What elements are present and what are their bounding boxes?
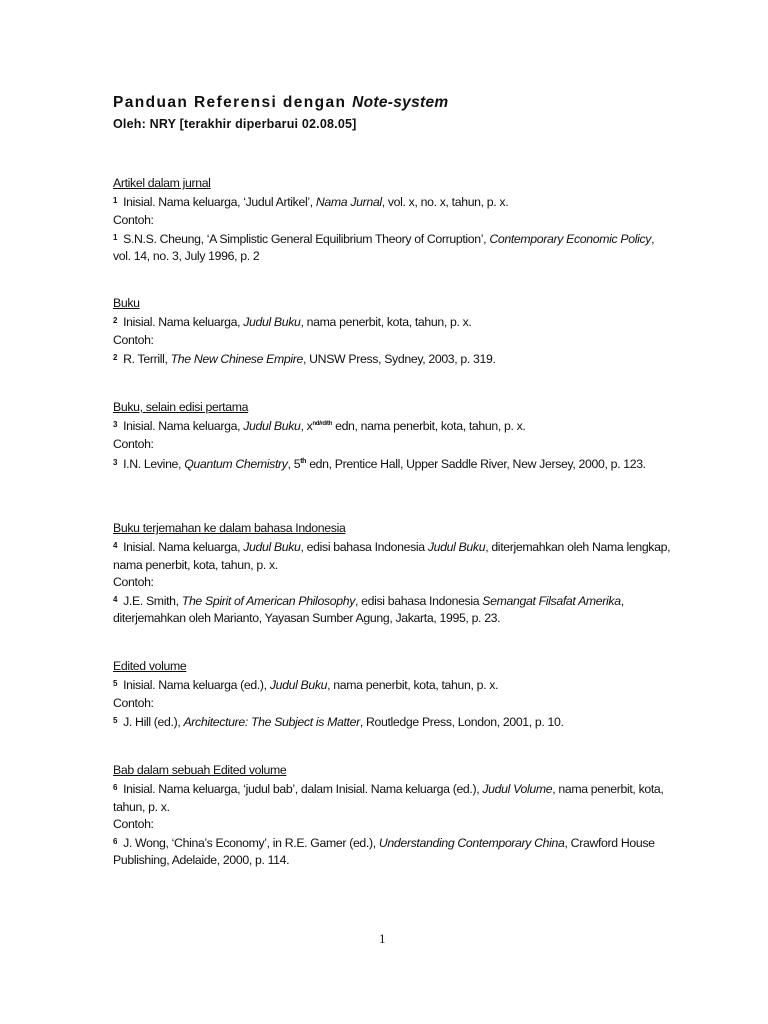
section-heading: Buku terjemahan ke dalam bahasa Indonesia — [113, 521, 346, 535]
section-buku-selain-edisi-pertama — [113, 399, 673, 473]
example-line: $^3$ I.N. Levine, Quantum Chemistry, 5th edn, Prentice Hall, Upper Saddle River, New Jersey, 2000, p. 123. — [113, 456, 646, 471]
footnote-number: 1 — [113, 232, 118, 242]
example-line: $^5$ J. Hill (ed.), Architecture: The Subject is Matter, Routledge Press, London, 2001, p. 10. — [113, 714, 564, 729]
contoh-label: Contoh: — [113, 695, 154, 710]
page-number: 1 — [379, 931, 386, 946]
section-bab-dalam-edited-volume — [113, 762, 673, 870]
format-line: $^3$ Inisial. Nama keluarga, Judul Buku, $x^{nd/rd/th}$ edn, nama penerbit, kota, tahun, p. x. — [113, 419, 526, 434]
footnote-number: 5 — [113, 715, 118, 725]
footnote-number: 6 — [113, 783, 118, 793]
footnote-number: 1 — [113, 196, 118, 206]
footnote-number: 3 — [113, 420, 118, 430]
title-text: Panduan Referensi dengan — [113, 94, 353, 111]
section-artikel-dalam-jurnal — [113, 175, 673, 265]
footnote-number: 3 — [113, 457, 118, 467]
section-heading: Edited volume — [113, 659, 187, 673]
example-line: $^4$ J.E. Smith, The Spirit of American Philosophy, edisi bahasa Indonesia Semangat Filsafat Amerika, diterjemahkan oleh Marianto, Yayasan Sumber Agung, Jakarta, 1995, p. 23. — [113, 594, 624, 626]
section-heading: Bab dalam sebuah Edited volume — [113, 763, 287, 777]
example-line: $^2$ R. Terrill, The New Chinese Empire, UNSW Press, Sydney, 2003, p. 319. — [113, 351, 496, 366]
footnote-number: 5 — [113, 679, 118, 689]
footnote-number: 2 — [113, 316, 118, 326]
format-line: $^1$ Inisial. Nama keluarga, ‘Judul Artikel’, Nama Jurnal, vol. x, no. x, tahun, p. x. — [113, 195, 509, 210]
section-edited-volume — [113, 658, 673, 731]
footnote-number: 2 — [113, 352, 118, 362]
section-heading: Buku — [113, 296, 140, 310]
section-heading: Buku, selain edisi pertama — [113, 400, 249, 414]
footnote-number: 4 — [113, 541, 118, 551]
section-heading: Artikel dalam jurnal — [113, 176, 211, 190]
contoh-label: Contoh: — [113, 332, 154, 347]
section-buku-terjemahan — [113, 520, 673, 628]
format-line: $^4$ Inisial. Nama keluarga, Judul Buku, edisi bahasa Indonesia Judul Buku, diterjemahkan oleh Nama lengkap, nama penerbit, kota, tahun, p. x. — [113, 540, 671, 572]
document-subtitle: Oleh: NRY [terakhir diperbarui 02.08.05] — [113, 117, 357, 131]
contoh-label: Contoh: — [113, 574, 154, 589]
title-emphasis: Note-system — [352, 94, 449, 111]
footnote-number: 6 — [113, 837, 118, 847]
section-buku — [113, 295, 673, 368]
contoh-label: Contoh: — [113, 436, 154, 451]
example-line: $^1$ S.N.S. Cheung, ‘A Simplistic General Equilibrium Theory of Corruption’, Contemporary Economic Policy, vol. 14, no. 3, July 1996, p. 2 — [113, 231, 655, 264]
contoh-label: Contoh: — [113, 212, 154, 227]
format-line: $^5$ Inisial. Nama keluarga (ed.), Judul Buku, nama penerbit, kota, tahun, p. x. — [113, 678, 499, 693]
contoh-label: Contoh: — [113, 816, 154, 831]
document-title — [113, 94, 448, 112]
footnote-number: 4 — [113, 595, 118, 605]
format-line: $^2$ Inisial. Nama keluarga, Judul Buku, nama penerbit, kota, tahun, p. x. — [113, 315, 472, 330]
format-line: $^6$ Inisial. Nama keluarga, ‘judul bab’, dalam Inisial. Nama keluarga (ed.), Judul Volume, nama penerbit, kota, tahun, p. x. — [113, 782, 664, 814]
example-line: $^6$ J. Wong, ‘China’s Economy’, in R.E. Gamer (ed.), Understanding Contemporary China, Crawford House Publishing, Adelaide, 2000, p. 114. — [113, 836, 655, 868]
